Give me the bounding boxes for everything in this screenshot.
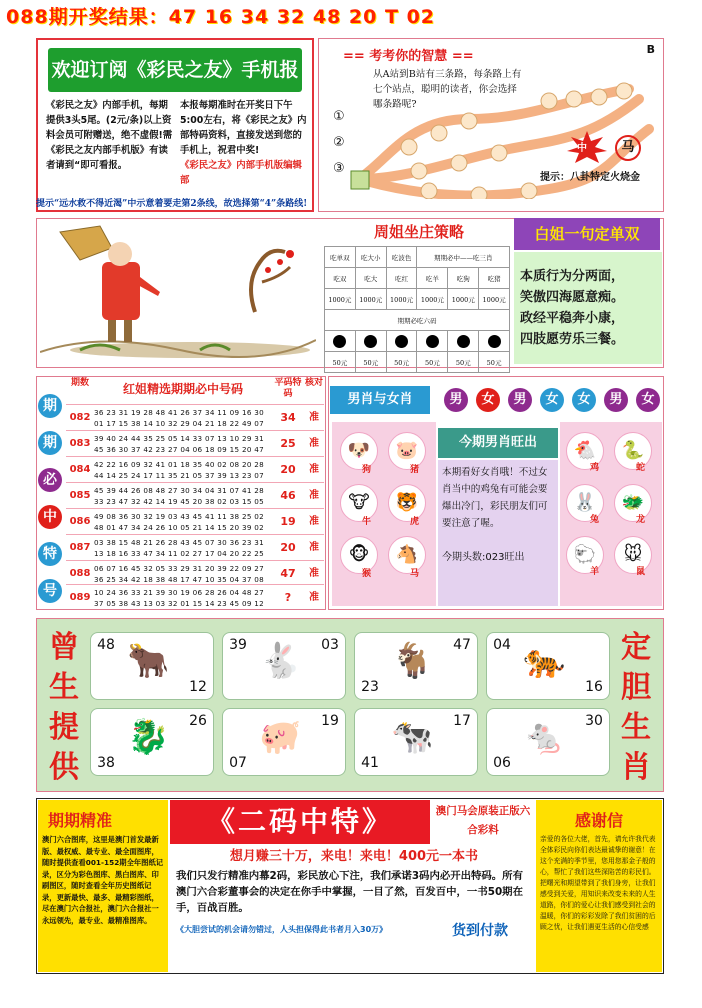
issue-special: 34 bbox=[280, 411, 296, 424]
animal-label: 蛇 bbox=[636, 463, 646, 473]
issue-number: 083 bbox=[69, 438, 91, 449]
black-ball-icon bbox=[395, 335, 408, 348]
cow-icon: 🐄 bbox=[391, 717, 434, 757]
gender-tag: 女 bbox=[636, 388, 660, 412]
issue-special: ? bbox=[284, 591, 292, 604]
col-header-check: 核对 bbox=[304, 378, 323, 388]
zodiac-card bbox=[486, 708, 610, 776]
ball-cell bbox=[479, 331, 510, 352]
ball-cell bbox=[386, 331, 417, 352]
issue-number: 087 bbox=[69, 542, 91, 553]
issue-number: 086 bbox=[69, 516, 91, 527]
card-top-number: 30 bbox=[581, 711, 607, 731]
issue-special: 46 bbox=[280, 489, 296, 502]
strategy-cell: 吃波色 bbox=[386, 247, 417, 268]
strategy-cell: 期期必吃六码 bbox=[325, 310, 510, 331]
card-top-number: 39 bbox=[225, 635, 251, 655]
gender-tag: 男 bbox=[444, 388, 468, 412]
ball-cell bbox=[417, 331, 448, 352]
poem-line: 本质行为分两面， bbox=[520, 269, 625, 284]
gender-tag: 女 bbox=[540, 388, 564, 412]
animal-label: 羊 bbox=[590, 567, 600, 577]
animal-rooster-icon: 🐔 bbox=[566, 432, 604, 470]
issue-status: 准 bbox=[309, 412, 319, 423]
center-title: 《二码中特》 bbox=[170, 800, 430, 844]
vertical-char: 特 bbox=[38, 542, 62, 566]
vertical-char: 必 bbox=[38, 468, 62, 492]
issue-numbers: 39 40 24 44 35 25 05 14 33 07 13 10 29 31 45 36 30 37 42 23 27 04 06 18 09 15 20 47 bbox=[94, 434, 265, 454]
left-yellow-title: 期期精准 bbox=[48, 811, 113, 830]
subscribe-text-right bbox=[180, 98, 308, 188]
poem-line: 政经平稳奔小康， bbox=[520, 311, 625, 326]
animal-ox-icon: 🐮 bbox=[340, 484, 378, 522]
strategy-cell: 50元 bbox=[417, 352, 448, 373]
center-body-text: 我们只发行精准内幕2码，彩民放心下注，我们承诺3码内必开出特码。所有澳门六合彩董事会的决定在你手中掌握，一目了然，百发百中，一书50期在手，百战百胜。 bbox=[176, 870, 523, 914]
subscribe-title: 欢迎订阅《彩民之友》手机报 bbox=[48, 48, 302, 92]
card-top-number: 04 bbox=[489, 635, 515, 655]
quiz-title: == 考考你的智慧 == bbox=[343, 49, 474, 64]
card-bottom-number: 12 bbox=[185, 677, 211, 697]
tiger-icon: 🐅 bbox=[523, 641, 566, 681]
born-right-char: 胆 bbox=[621, 670, 651, 705]
issue-special: 25 bbox=[280, 437, 296, 450]
vertical-char: 期 bbox=[38, 394, 62, 418]
quiz-question: 从A站到B站有三条路，每条路上有七个站点，聪明的读者，你会选择哪条路呢? bbox=[373, 69, 522, 110]
ball-cell bbox=[448, 331, 479, 352]
issue-row bbox=[66, 404, 324, 430]
subscribe-panel bbox=[36, 38, 314, 212]
issue-row bbox=[66, 430, 324, 456]
black-ball-icon bbox=[333, 335, 346, 348]
born-left-char: 供 bbox=[49, 750, 79, 785]
single-double-poem bbox=[514, 252, 662, 364]
issue-number: 082 bbox=[69, 412, 91, 423]
strategy-cell: 吃大 bbox=[355, 268, 386, 289]
born-right-char: 定 bbox=[621, 630, 651, 665]
strategy-cell: 吃双 bbox=[325, 268, 356, 289]
dragon-icon: 🐉 bbox=[127, 717, 170, 757]
quiz-long-hint: 提示“远水救不得近渴”中示意着要走第2条线，故选择第“4”条路线! bbox=[36, 199, 308, 209]
strategy-cell: 50元 bbox=[479, 352, 510, 373]
born-left-char: 生 bbox=[49, 670, 79, 705]
gender-tag: 女 bbox=[476, 388, 500, 412]
issue-row bbox=[66, 560, 324, 586]
born-left-vertical-text bbox=[44, 628, 84, 788]
issue-status: 准 bbox=[309, 464, 319, 475]
strategy-cell: 吃红 bbox=[386, 268, 417, 289]
issue-status: 准 bbox=[309, 542, 319, 553]
strategy-cell: 吃单双 bbox=[325, 247, 356, 268]
zodiac-card bbox=[222, 708, 346, 776]
animal-label: 牛 bbox=[362, 517, 372, 527]
card-bottom-number: 41 bbox=[357, 753, 383, 773]
issue-status: 准 bbox=[309, 592, 319, 603]
right-yellow-text: 亲爱的各位大佬，首先，请允许我代表全体彩民向你们表达最诚挚的谢意！在这个充满的季节里，您用您那金子般的心，帮忙了我们这些深陷苦的彩民们。把曙光和期望带到了我们身旁，让我们感受到关爱，用知识来改变未来的人生道路，你们的爱心让我们感受到社会的温暖，你们的彩彩发除了我们贫困的后顾之忧，让我们遇更生活的心信受感 bbox=[540, 835, 656, 931]
strategy-cell: 50元 bbox=[448, 352, 479, 373]
vertical-char: 期 bbox=[38, 431, 62, 455]
strategy-cell: 1000元 bbox=[355, 289, 386, 310]
col-header-code: 平码特码 bbox=[274, 378, 302, 399]
quiz-panel bbox=[318, 38, 664, 212]
route-3-number: ③ bbox=[333, 161, 345, 176]
card-top-number: 47 bbox=[449, 635, 475, 655]
strategy-table bbox=[324, 246, 510, 373]
zodiac-card bbox=[90, 632, 214, 700]
strategy-cell: 吃羊 bbox=[417, 268, 448, 289]
strategy-cell: 1000元 bbox=[386, 289, 417, 310]
strategy-cell: 50元 bbox=[355, 352, 386, 373]
animal-goat-icon: 🐑 bbox=[566, 536, 604, 574]
subscribe-text-left bbox=[46, 98, 174, 173]
poem-line: 四肢愿劳乐三餐。 bbox=[520, 332, 625, 347]
issue-numbers: 36 23 31 19 28 48 41 26 37 34 11 09 16 30 01 17 15 38 14 10 32 29 04 21 18 22 49 07 bbox=[94, 408, 265, 428]
card-bottom-number: 07 bbox=[225, 753, 251, 773]
route-2-number: ② bbox=[333, 135, 345, 150]
zodiac-card bbox=[486, 632, 610, 700]
strategy-cell: 1000元 bbox=[479, 289, 510, 310]
card-top-number: 26 bbox=[185, 711, 211, 731]
center-label: 中 bbox=[577, 143, 587, 154]
animal-rabbit-icon: 🐰 bbox=[566, 484, 604, 522]
ox-icon: 🐂 bbox=[127, 641, 170, 681]
card-bottom-number: 16 bbox=[581, 677, 607, 697]
born-left-char: 曾 bbox=[49, 630, 79, 665]
left-yellow-text: 澳门六合图库，这里是澳门首发最新版、最权威、最专业、最全面图库，随时提供查看001-152期全年图纸记录，区分为彩色图库、黑白图库、印刷图区，随时查看全年历史图纸记录，更新最快、最多、最精彩图纸，尽在澳门六合报社，澳门六合报社一永远领先，最专业、最精准图库。 bbox=[42, 835, 164, 925]
strategy-cell: 1000元 bbox=[325, 289, 356, 310]
col-header-main: 红姐精选期期必中号码 bbox=[122, 382, 243, 396]
issue-row bbox=[66, 456, 324, 482]
animal-tiger-icon: 🐯 bbox=[388, 484, 426, 522]
issue-number: 089 bbox=[69, 592, 91, 603]
issue-special: 20 bbox=[280, 541, 296, 554]
vertical-char: 中 bbox=[38, 505, 62, 529]
zodiac-card bbox=[354, 708, 478, 776]
animal-monkey-icon: 🐵 bbox=[340, 536, 378, 574]
issue-number: 088 bbox=[69, 568, 91, 579]
subscribe-col2-text: 本报每期准时在开奖日下午5:00左右，将《彩民之友》内部特码资料，直接发送到您的手机上，祝君中奖! bbox=[180, 100, 307, 156]
issue-row bbox=[66, 508, 324, 534]
strategy-cell: 吃大小 bbox=[355, 247, 386, 268]
animal-pig-icon: 🐷 bbox=[388, 432, 426, 470]
card-top-number: 48 bbox=[93, 635, 119, 655]
animal-label: 兔 bbox=[590, 515, 600, 525]
subscribe-col2-red: 《彩民之友》内部手机版编辑部 bbox=[180, 160, 302, 186]
goat-icon: 🐐 bbox=[391, 641, 434, 681]
issue-numbers: 49 08 36 30 32 19 03 43 45 41 11 38 25 02 48 01 47 34 24 26 10 05 21 14 15 20 39 02 bbox=[94, 512, 265, 532]
gender-tag: 女 bbox=[572, 388, 596, 412]
gender-tag: 男 bbox=[508, 388, 532, 412]
strategy-cell: 1000元 bbox=[417, 289, 448, 310]
pig-icon: 🐖 bbox=[259, 717, 302, 757]
issue-status: 准 bbox=[309, 490, 319, 501]
card-top-number: 19 bbox=[317, 711, 343, 731]
burst-icon bbox=[567, 131, 607, 163]
strategy-cell: 吃猪 bbox=[479, 268, 510, 289]
card-bottom-number: 23 bbox=[357, 677, 383, 697]
poem-line: 笑傲四海愿意痴。 bbox=[520, 290, 625, 305]
zodiac-card bbox=[222, 632, 346, 700]
animal-label: 鼠 bbox=[636, 567, 646, 577]
vertical-label-column bbox=[38, 380, 62, 616]
subscribe-col1-text: 《彩民之友》内部手机，每期提供3头5尾。(2元/条)以上资料会员可附赠送，绝不虚假!需《彩民之友内部手机版》有读者请到“即可看报。 bbox=[46, 100, 173, 171]
black-ball-icon bbox=[426, 335, 439, 348]
quiz-corner-label: B bbox=[646, 43, 655, 56]
animal-dog-icon: 🐶 bbox=[340, 432, 378, 470]
strategy-cell: 期期必中——吃三肖 bbox=[417, 247, 510, 268]
strategy-cell: 吃狗 bbox=[448, 268, 479, 289]
black-ball-icon bbox=[364, 335, 377, 348]
card-top-number: 17 bbox=[449, 711, 475, 731]
today-body bbox=[438, 460, 558, 606]
issue-number: 084 bbox=[69, 464, 91, 475]
gender-title: 男肖与女肖 bbox=[330, 386, 430, 414]
animal-rat-icon: 🐭 bbox=[614, 536, 652, 574]
col-header-issue: 期数 bbox=[70, 378, 89, 388]
issue-row bbox=[66, 482, 324, 508]
born-right-char: 生 bbox=[621, 710, 651, 745]
center-slogan: 想月赚三十万，来电！来电！400元一本书 bbox=[229, 849, 479, 864]
draw-result-header: 088期开奖结果：47 16 34 32 48 20 T 02 bbox=[6, 6, 436, 28]
center-footnote: 《大胆尝试的机会请勿错过，人头担保得此书者月入30万》 bbox=[176, 925, 388, 934]
strategy-cell: 50元 bbox=[386, 352, 417, 373]
animal-label: 猴 bbox=[362, 569, 372, 579]
issue-number: 085 bbox=[69, 490, 91, 501]
issue-row bbox=[66, 584, 324, 610]
animal-label: 龙 bbox=[636, 515, 646, 525]
today-title: 今期男肖旺出 bbox=[438, 428, 558, 458]
issue-special: 19 bbox=[280, 515, 296, 528]
issue-numbers: 45 39 44 26 08 48 27 30 34 04 31 07 41 28 33 23 47 32 42 14 19 45 20 38 02 03 15 05 bbox=[94, 486, 265, 506]
strategy-title: 周姐坐庄策略 bbox=[373, 223, 464, 241]
animal-label: 鸡 bbox=[590, 463, 600, 473]
issue-status: 准 bbox=[309, 568, 319, 579]
quiz-short-hint: 提示：八卦特定火烧金 bbox=[540, 172, 640, 183]
zodiac-card bbox=[354, 632, 478, 700]
ball-cell bbox=[325, 331, 356, 352]
issue-special: 47 bbox=[280, 567, 296, 580]
mouse-icon: 🐁 bbox=[523, 717, 566, 757]
vertical-char: 号 bbox=[38, 579, 62, 603]
animal-label: 狗 bbox=[362, 465, 372, 475]
born-right-char: 肖 bbox=[621, 750, 651, 785]
right-yellow-panel bbox=[536, 800, 662, 972]
animal-label: 马 bbox=[410, 569, 420, 579]
gender-tag: 男 bbox=[604, 388, 628, 412]
card-bottom-number: 03 bbox=[317, 635, 343, 655]
ball-cell bbox=[355, 331, 386, 352]
born-right-vertical-text bbox=[616, 628, 656, 788]
cash-on-delivery: 货到付款 bbox=[452, 923, 508, 939]
animal-snake-icon: 🐍 bbox=[614, 432, 652, 470]
right-yellow-title: 感谢信 bbox=[574, 811, 623, 830]
zodiac-card bbox=[90, 708, 214, 776]
black-ball-icon bbox=[457, 335, 470, 348]
issue-numbers: 10 24 36 33 21 39 30 19 06 28 26 04 48 27 37 05 38 43 13 03 32 01 15 14 23 45 09 12 bbox=[94, 588, 265, 608]
rabbit-icon: 🐇 bbox=[259, 641, 302, 681]
issue-numbers: 03 38 15 48 21 26 28 43 45 07 30 36 23 31 13 18 16 33 47 34 11 02 27 17 04 20 22 25 bbox=[94, 538, 265, 558]
single-double-title: 白姐一句定单双 bbox=[514, 218, 660, 250]
issue-numbers: 42 22 16 09 32 41 01 18 35 40 02 08 20 28 44 14 25 24 17 11 35 21 05 37 39 13 23 07 bbox=[94, 460, 265, 480]
today-body-text: 本期看好女肖哦！不过女肖当中的鸡兔有可能会要爆出冷门，彩民朋友们可要注意了喔。 bbox=[442, 467, 548, 529]
today-head-count: 今期头数:023旺出 bbox=[442, 552, 525, 563]
black-ball-icon bbox=[488, 335, 501, 348]
born-left-char: 提 bbox=[49, 710, 79, 745]
strategy-cell: 1000元 bbox=[448, 289, 479, 310]
card-bottom-number: 06 bbox=[489, 753, 515, 773]
left-yellow-panel bbox=[38, 800, 168, 972]
issue-special: 20 bbox=[280, 463, 296, 476]
farmer-scene-illustration bbox=[40, 222, 316, 362]
issue-row bbox=[66, 534, 324, 560]
center-side-text: 澳门马会原装正版六合彩料 bbox=[435, 805, 531, 836]
issue-status: 准 bbox=[309, 438, 319, 449]
animal-label: 猪 bbox=[410, 465, 420, 475]
animal-dragon-icon: 🐲 bbox=[614, 484, 652, 522]
answer-circle: 马 bbox=[615, 135, 641, 161]
animal-horse-icon: 🐴 bbox=[388, 536, 426, 574]
issue-numbers: 06 07 16 45 32 05 33 29 31 20 39 22 09 27 36 25 34 42 18 38 48 17 47 10 35 04 37 08 bbox=[94, 564, 265, 584]
strategy-cell: 50元 bbox=[325, 352, 356, 373]
issue-status: 准 bbox=[309, 516, 319, 527]
animal-label: 虎 bbox=[410, 517, 420, 527]
card-bottom-number: 38 bbox=[93, 753, 119, 773]
route-1-number: ① bbox=[333, 109, 345, 124]
